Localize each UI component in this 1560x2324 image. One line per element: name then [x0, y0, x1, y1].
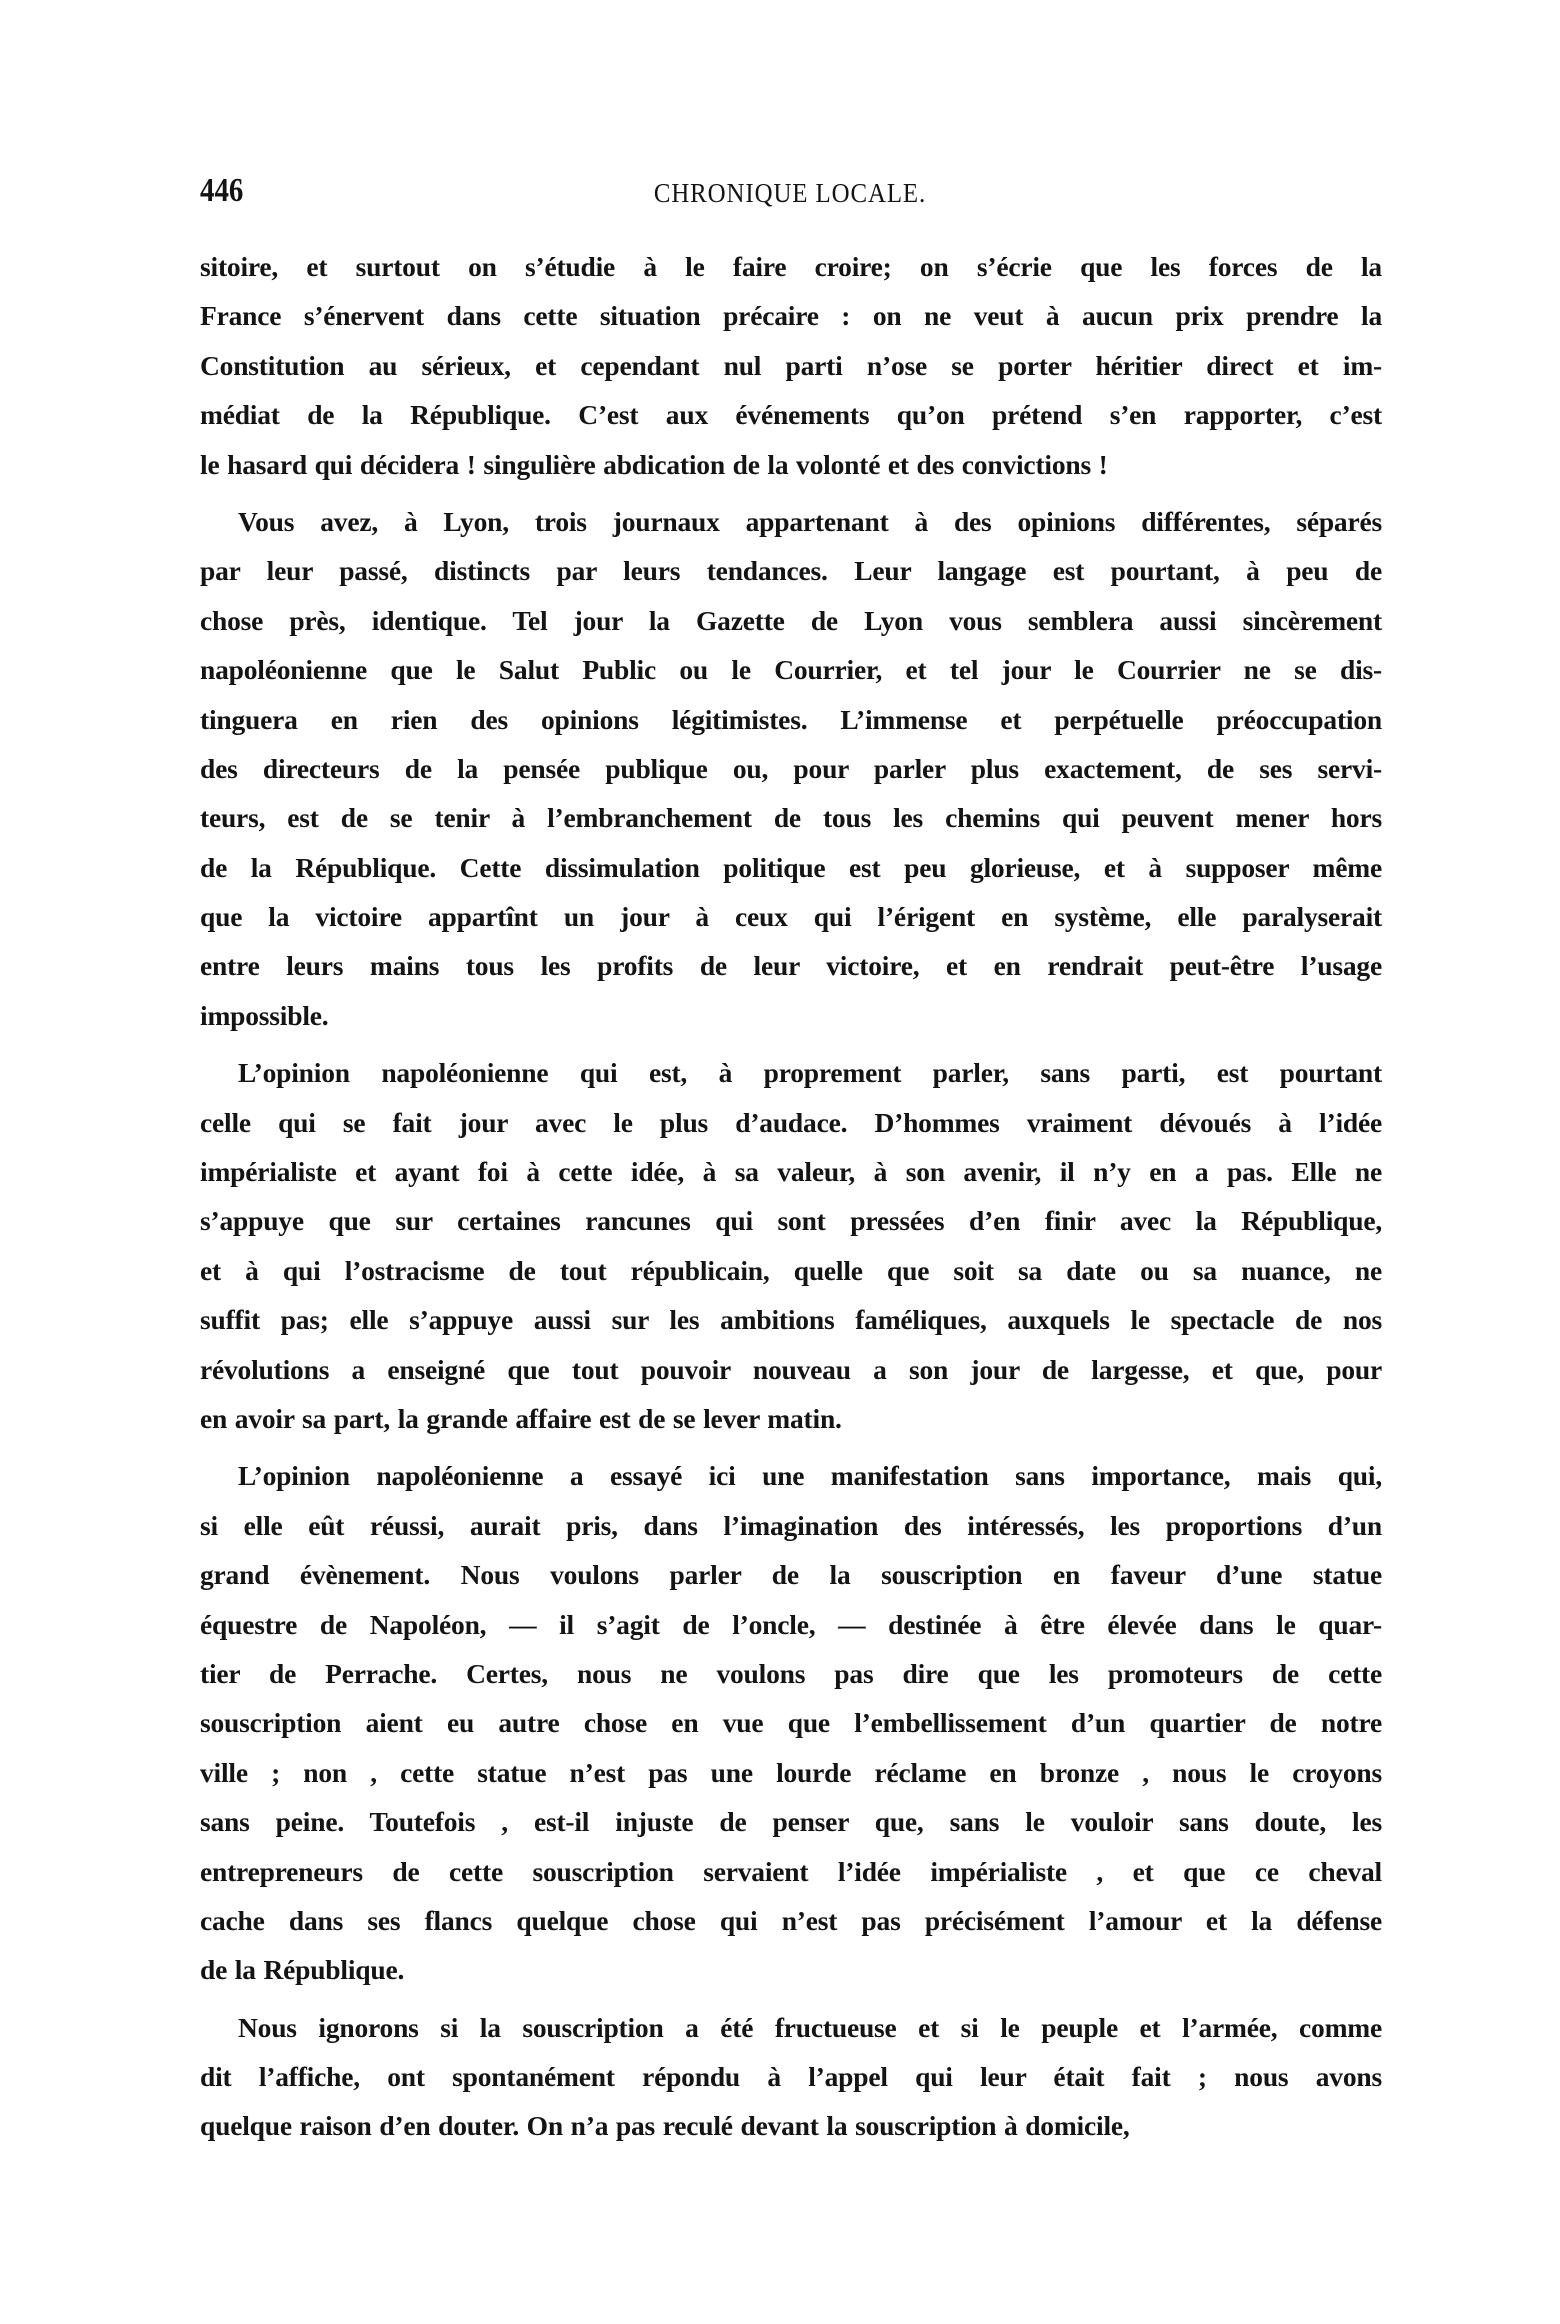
text-line: en avoir sa part, la grande affaire est de se lever matin. [200, 1402, 842, 1434]
text-line: dit l’affiche, ont spontanément répondu à l’appel qui leur était fait ; nous avons [200, 2061, 1382, 2093]
text-line: impérialiste et ayant foi à cette idée, à sa valeur, à son avenir, il n’y en a pas. Elle ne [200, 1156, 1382, 1188]
text-line: ville ; non , cette statue n’est pas une lourde réclame en bronze , nous le croyons [200, 1756, 1382, 1788]
text-line: le hasard qui décidera ! singulière abdication de la volonté et des convictions ! [200, 448, 1108, 480]
text-line: tier de Perrache. Certes, nous ne voulons pas dire que les promoteurs de cette [200, 1657, 1382, 1689]
text-line: sans peine. Toutefois , est-il injuste de penser que, sans le vouloir sans doute, les [200, 1806, 1382, 1838]
text-line: souscription aient eu autre chose en vue que l’embellissement d’un quartier de notre [200, 1707, 1382, 1739]
text-line: entre leurs mains tous les profits de leur victoire, et en rendrait peut-être l’usage [200, 950, 1382, 982]
text-line: L’opinion napoléonienne qui est, à proprement parler, sans parti, est pourtant [238, 1057, 1382, 1089]
text-line: L’opinion napoléonienne a essayé ici une manifestation sans importance, mais qui, [238, 1460, 1382, 1492]
text-line: chose près, identique. Tel jour la Gazette de Lyon vous semblera aussi sincèrement [200, 604, 1382, 636]
text-line: Nous ignorons si la souscription a été fructueuse et si le peuple et l’armée, comme [238, 2011, 1382, 2043]
text-line: des directeurs de la pensée publique ou, pour parler plus exactement, de ses servi- [200, 752, 1382, 784]
text-line: équestre de Napoléon, — il s’agit de l’oncle, — destinée à être élevée dans le quar- [200, 1608, 1382, 1640]
text-line: tinguera en rien des opinions légitimistes. L’immense et perpétuelle préoccupation [200, 703, 1382, 735]
page-body [200, 242, 1382, 2159]
text-line: sitoire, et surtout on s’étudie à le faire croire; on s’écrie que les forces de la [200, 251, 1382, 282]
text-line: grand évènement. Nous voulons parler de la souscription en faveur d’une statue [200, 1559, 1382, 1591]
page-header [200, 172, 1380, 222]
text-line: celle qui se fait jour avec le plus d’audace. D’hommes vraiment dévoués à l’idée [200, 1106, 1382, 1138]
text-line: si elle eût réussi, aurait pris, dans l’imagination des intéressés, les proportions d’un [200, 1509, 1382, 1541]
text-line: de la République. [200, 1954, 405, 1986]
paragraph [200, 1451, 1382, 1994]
text-line: par leur passé, distincts par leurs tendances. Leur langage est pourtant, à peu de [200, 555, 1382, 587]
text-line: France s’énervent dans cette situation précaire : on ne veut à aucun prix prendre la [200, 300, 1382, 332]
text-line: s’appuye que sur certaines rancunes qui sont pressées d’en finir avec la République, [200, 1205, 1382, 1237]
text-line: napoléonienne que le Salut Public ou le Courrier, et tel jour le Courrier ne se dis- [200, 654, 1382, 686]
paragraph [200, 497, 1382, 1040]
text-line: que la victoire appartînt un jour à ceux qui l’érigent en système, elle paralyserait [200, 901, 1382, 933]
text-line: et à qui l’ostracisme de tout républicain, quelle que soit sa date ou sa nuance, ne [200, 1254, 1382, 1286]
text-line: Constitution au sérieux, et cependant nul parti n’ose se porter héritier direct et im- [200, 349, 1382, 381]
text-line: médiat de la République. C’est aux événements qu’on prétend s’en rapporter, c’est [200, 399, 1382, 431]
text-line: de la République. Cette dissimulation politique est peu glorieuse, et à supposer même [200, 851, 1382, 883]
text-line: cache dans ses flancs quelque chose qui n’est pas précisément l’amour et la défense [200, 1904, 1382, 1936]
text-line: révolutions a enseigné que tout pouvoir nouveau a son jour de largesse, et que, pour [200, 1353, 1382, 1385]
text-line: teurs, est de se tenir à l’embranchement de tous les chemins qui peuvent mener hors [200, 802, 1382, 834]
text-line: impossible. [200, 999, 329, 1031]
page-number: 446 [200, 172, 244, 209]
text-line: quelque raison d’en douter. On n’a pas reculé devant la souscription à domicile, [200, 2110, 1130, 2142]
paragraph [200, 242, 1382, 489]
text-line: Vous avez, à Lyon, trois journaux appartenant à des opinions différentes, séparés [238, 505, 1382, 537]
paragraph [200, 1048, 1382, 1443]
text-line: suffit pas; elle s’appuye aussi sur les ambitions faméliques, auxquels le spectacle de nos [200, 1304, 1382, 1336]
text-line: entrepreneurs de cette souscription servaient l’idée impérialiste , et que ce cheval [200, 1855, 1382, 1887]
paragraph [200, 2003, 1382, 2151]
running-title: CHRONIQUE LOCALE. [653, 178, 927, 208]
